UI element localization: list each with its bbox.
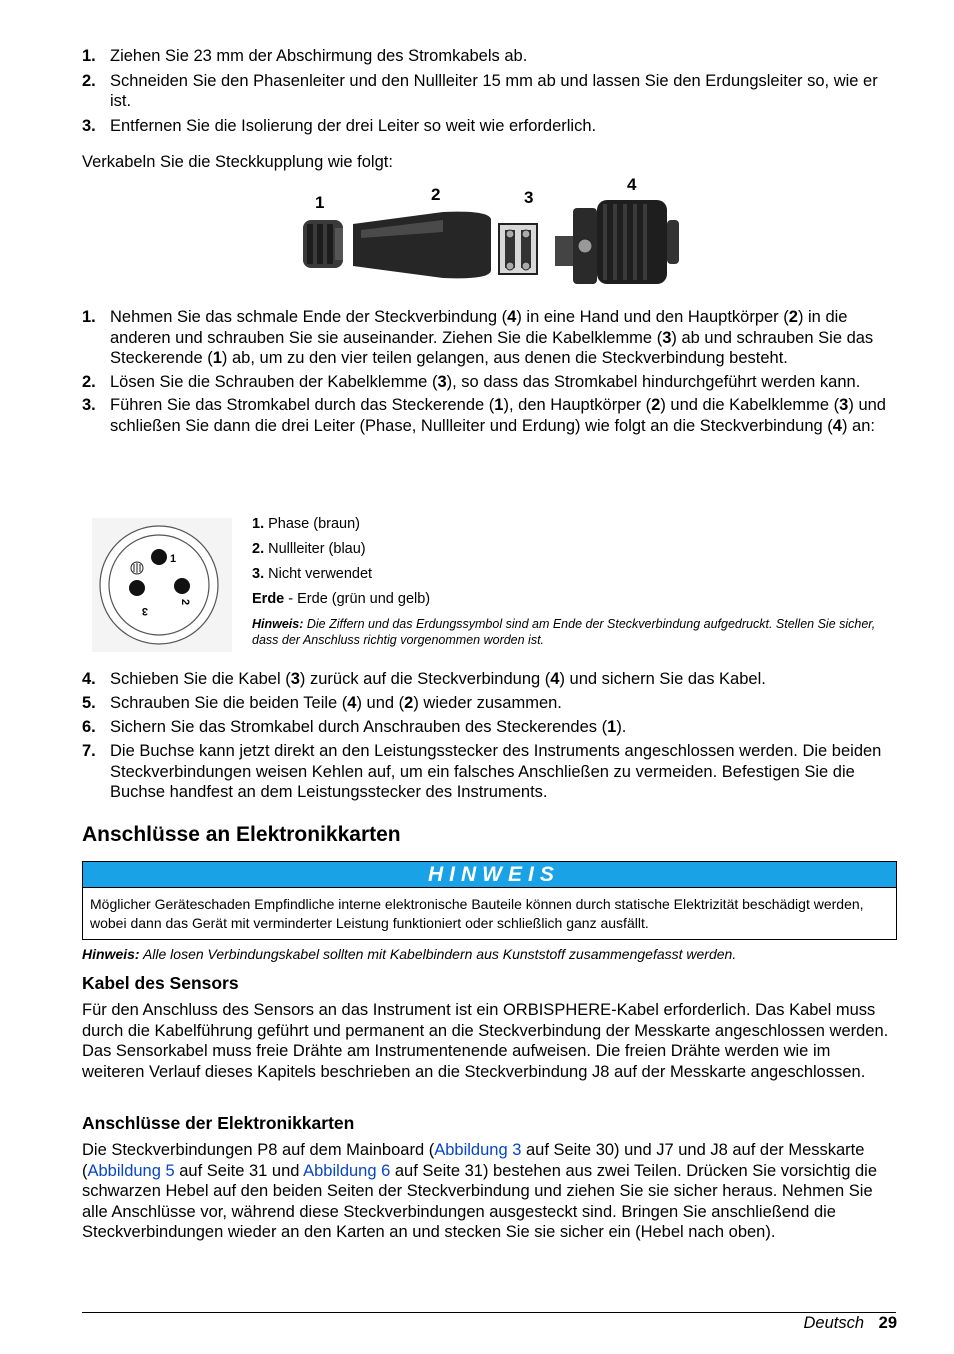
notice-header — [83, 862, 896, 888]
list-item: 2. Schneiden Sie den Phasenleiter und den Nullleiter 15 mm ab und lassen Sie den Erdungsleiter so, wie er ist. — [82, 71, 878, 110]
list-item: 5. Schrauben Sie die beiden Teile (4) und (2) wieder zusammen. — [82, 694, 562, 712]
steps-list-preparation — [82, 46, 897, 136]
notice-title: HINWEIS — [428, 863, 560, 886]
subsection-heading-board-connectors: Anschlüsse der Elektronikkarten — [82, 1113, 355, 1133]
sensor-cable-paragraph: Für den Anschluss des Sensors an das Instrument ist ein ORBISPHERE-Kabel erforderlich. Das Kabel muss durch die Kabelführung geführt und permanent an die Steckverbindung der Messkarte angeschlossen werden. Das Sensorkabel muss freie Drähte am Instrumentenende aufweisen. Die freien Drähte werden wie im weiteren Verlauf dieses Kapitels beschrieben an die Steckverbindung J8 auf der Messkarte angeschlossen. — [82, 1001, 889, 1081]
pin-legend — [252, 512, 897, 648]
list-item: 7. Die Buchse kann jetzt direkt an den Leistungsstecker des Instruments angeschlossen werden. Die beiden Steckverbindungen weisen Kehlen auf, um ein falsches Anschließen zu vermeiden. Befestigen Sie die Buchse handfest an dem Leistungsstecker des Instruments. — [82, 742, 882, 801]
footer-language: Deutsch — [803, 1314, 865, 1332]
legend-note: Hinweis: Die Ziffern und das Erdungssymbol sind am Ende der Steckverbindung aufgedruckt. Stellen Sie sicher, dass der Anschluss richtig vorgenommen worden ist. — [252, 617, 876, 647]
footer-divider — [82, 1312, 896, 1313]
pin-label-3: 3 — [141, 605, 148, 617]
cable-clamp-part — [499, 224, 537, 274]
legend-item: 1. Phase (braun) — [252, 516, 361, 532]
wiring-intro: Verkabeln Sie die Steckkupplung wie folgt: — [82, 153, 393, 171]
list-item: 1. Nehmen Sie das schmale Ende der Steckverbindung (4) in eine Hand und den Hauptkörper (2) in die anderen und schrauben Sie sie auseinander. Ziehen Sie die Kabelklemme (3) ab und schrauben Sie das Steckerende (1) ab, um zu den vier teilen gelangen, aus denen die Steckverbindung besteht. — [82, 308, 874, 367]
legend-item: 3. Nicht verwendet — [252, 566, 373, 582]
connector-parts-figure — [293, 172, 685, 290]
cable-tie-note: Hinweis: Alle losen Verbindungskabel sollten mit Kabelbindern aus Kunststoff zusammengefasst werden. — [82, 946, 737, 962]
end-cap-part — [303, 220, 343, 268]
pin-diagram — [92, 518, 232, 652]
link-figure-5[interactable]: Abbildung 5 — [87, 1161, 175, 1180]
board-connectors-paragraph: Die Steckverbindungen P8 auf dem Mainboard (Abbildung 3 auf Seite 30) und J7 und J8 auf der Messkarte (Abbildung 5 auf Seite 31 und Abbildung 6 auf Seite 31) bestehen aus zwei Teilen. Drücken Sie vorsichtig die schwarzen Hebel auf den beiden Seiten der Steckverbindung und ziehen Sie sie sicher heraus. Nehmen Sie alle Anschlüsse vor, während diese Steckverbindungen ausgesteckt sind. Bringen Sie anschließend die Steckverbindungen wieder an den Karten an und stecken Sie sie sicher ein (Hebel nach oben). — [82, 1141, 878, 1241]
page-footer — [804, 1313, 897, 1333]
notice-body: Möglicher Geräteschaden Empfindliche interne elektronische Bauteile können durch statische Elektrizität beschädigt werden, wobei dann das Gerät mit verminderter Leistung funktioniert oder schließlich ganz ausfällt. — [90, 896, 864, 931]
pin-2 — [174, 578, 190, 594]
figure-label-4: 4 — [627, 175, 637, 194]
pin-1 — [151, 549, 167, 565]
list-item: 3. Führen Sie das Stromkabel durch das Steckerende (1), den Hauptkörper (2) und die Kabelklemme (3) und schließen Sie dann die drei Leiter (Phase, Nullleiter und Erdung) wie folgt an die Steckverbindung (4) an: — [82, 396, 886, 435]
section-heading: Anschlüsse an Elektronikkarten — [82, 823, 401, 846]
list-item: 6. Sichern Sie das Stromkabel durch Anschrauben des Steckerendes (1). — [82, 718, 627, 736]
list-item: 4. Schieben Sie die Kabel (3) zurück auf die Steckverbindung (4) und sichern Sie das Kabel. — [82, 670, 766, 688]
list-item: 2. Lösen Sie die Schrauben der Kabelklemme (3), so dass das Stromkabel hindurchgeführt werden kann. — [82, 372, 861, 391]
figure-label-1: 1 — [315, 193, 325, 212]
page-number: 29 — [878, 1314, 897, 1332]
link-figure-6[interactable]: Abbildung 6 — [303, 1161, 391, 1180]
connector-nut-part — [555, 200, 679, 284]
steps-list-assembly — [82, 307, 897, 436]
legend-item: 2. Nullleiter (blau) — [252, 541, 366, 557]
subsection-heading-sensor-cable: Kabel des Sensors — [82, 973, 239, 993]
pin-label-1: 1 — [170, 553, 177, 565]
link-figure-3[interactable]: Abbildung 3 — [434, 1141, 522, 1159]
pin-label-2: 2 — [179, 599, 191, 606]
legend-item: Erde - Erde (grün und gelb) — [252, 591, 431, 607]
list-item: 1. Ziehen Sie 23 mm der Abschirmung des Stromkabels ab. — [82, 47, 528, 65]
notice-box — [82, 861, 897, 940]
figure-label-3: 3 — [524, 188, 534, 207]
pin-3 — [129, 580, 145, 596]
main-body-part — [353, 212, 491, 279]
steps-list-finish — [82, 669, 897, 803]
list-item: 3. Entfernen Sie die Isolierung der drei Leiter so weit wie erforderlich. — [82, 116, 597, 135]
figure-label-2: 2 — [431, 185, 441, 204]
